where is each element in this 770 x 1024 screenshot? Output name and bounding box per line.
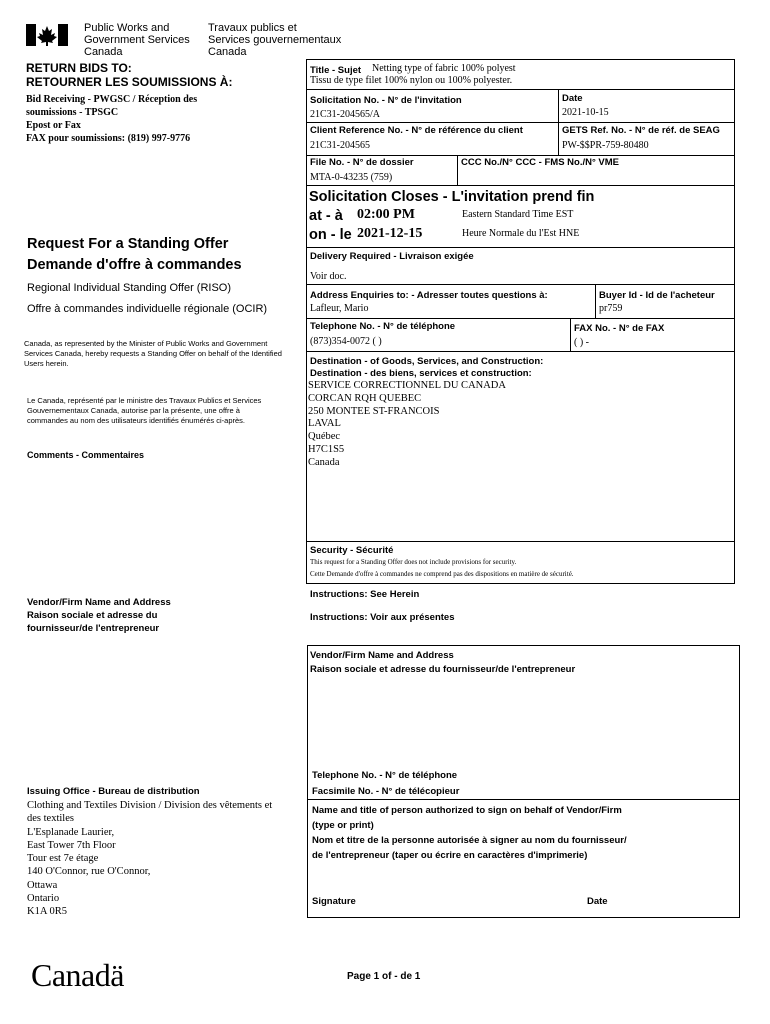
telephone-label: Telephone No. - N° de téléphone [310, 321, 456, 332]
request-title-fr: Demande d'offre à commandes [27, 257, 242, 273]
title-value-line2: Tissu de type filet 100% nylon ou 100% polyester. [310, 75, 513, 86]
canada-flag-icon [26, 24, 68, 46]
closing-time: 02:00 PM [357, 207, 415, 222]
file-number-label: File No. - N° de dossier [310, 157, 414, 168]
title-label: Title - Sujet [310, 65, 362, 76]
solicitation-closes-title: Solicitation Closes - L'invitation prend fin [309, 189, 595, 205]
ccc-number-label: CCC No./N° CCC - FMS No./N° VME [461, 157, 620, 168]
return-bids-title-fr: RETOURNER LES SOUMISSIONS À: [26, 75, 233, 89]
request-subtitle-en: Regional Individual Standing Offer (RISO) [27, 282, 232, 294]
closes-on-label: on - le [309, 227, 352, 243]
instructions-fr: Instructions: Voir aux présentes [310, 612, 455, 623]
issuing-office-label: Issuing Office - Bureau de distribution [27, 786, 200, 797]
signature-date-label: Date [587, 896, 608, 907]
security-text-fr: Cette Demande d'offre à commandes ne comprend pas des dispositions en matière de sécurité. [310, 570, 574, 578]
security-text-en: This request for a Standing Offer does not include provisions for security. [310, 558, 517, 566]
closes-at-label: at - à [309, 208, 343, 224]
enquiries-label: Address Enquiries to: - Adresser toutes questions à: [310, 290, 548, 301]
request-subtitle-fr: Offre à commandes individuelle régionale (OCIR) [27, 303, 268, 315]
department-name-fr: Travaux publics et Services gouvernementaux Canada [208, 22, 342, 58]
signature-label: Signature [312, 896, 356, 907]
vendor-telephone-label: Telephone No. - N° de téléphone [312, 770, 458, 781]
solicitation-label: Solicitation No. - N° de l'invitation [310, 95, 462, 106]
fax-label: FAX No. - N° de FAX [574, 323, 665, 334]
request-paragraph-en: Canada, as represented by the Minister of Public Works and Government Services Canada, hereby requests a Standing Offer on behalf of the Identified Users herein. [24, 339, 282, 368]
closing-date: 2021-12-15 [357, 226, 423, 241]
date-value: 2021-10-15 [562, 107, 609, 118]
client-reference-value: 21C31-204565 [310, 140, 370, 151]
security-label: Security - Sécurité [310, 545, 394, 556]
page-number: Page 1 of - de 1 [347, 971, 421, 982]
canada-wordmark: Canadä [31, 957, 124, 993]
destination-label-fr: Destination - des biens, services et construction: [310, 368, 532, 379]
buyer-id-label: Buyer Id - Id de l'acheteur [599, 290, 715, 301]
comments-label: Comments - Commentaires [27, 450, 145, 460]
gets-reference-label: GETS Ref. No. - N° de réf. de SEAG [562, 125, 720, 136]
file-number-value: MTA-0-43235 (759) [310, 172, 393, 183]
return-bids-address: Bid Receiving - PWGSC / Réception des soumissions - TPSGC Epost or Fax FAX pour soumissions: (819) 997-9776 [26, 94, 198, 144]
client-reference-label: Client Reference No. - N° de référence du client [310, 125, 523, 136]
buyer-id-value: pr759 [599, 303, 623, 314]
gets-reference-value: PW-$$PR-759-80480 [562, 140, 649, 151]
request-title-en: Request For a Standing Offer [27, 236, 229, 252]
instructions-en: Instructions: See Herein [310, 589, 420, 600]
date-label: Date [562, 93, 583, 104]
delivery-label: Delivery Required - Livraison exigée [310, 251, 474, 262]
destination-address: SERVICE CORRECTIONNEL DU CANADA CORCAN RQH QUEBEC 250 MONTEE ST-FRANCOIS LAVAL Québec H7C1S5 Canada [308, 380, 506, 468]
solicitation-value: 21C31-204565/A [310, 109, 380, 120]
vendor-label-left: Vendor/Firm Name and Address Raison sociale et adresse du fournisseur/de l'entrepreneur [27, 597, 171, 634]
request-paragraph-fr: Le Canada, représenté par le ministre des Travaux Publics et Services Gouvernementaux Canada, autorise par la présente, une offre à commandes au nom des utilisateurs identifiés énumérés ci-après. [27, 396, 262, 425]
authorized-signatory-label: Name and title of person authorized to sign on behalf of Vendor/Firm (type or print) Nom et titre de la personne autorisée à signer au nom du fournisseur/ de l'entrepreneur (taper ou écrire en caractères d'imprimerie) [312, 805, 627, 861]
telephone-value: (873)354-0072 ( ) [310, 336, 382, 347]
department-name-en: Public Works and Government Services Canada [84, 22, 190, 58]
enquiries-value: Lafleur, Mario [310, 303, 369, 314]
destination-label-en: Destination - of Goods, Services, and Construction: [310, 356, 544, 367]
return-bids-title-en: RETURN BIDS TO: [26, 61, 132, 75]
fax-value: ( ) - [574, 337, 589, 348]
vendor-box-label-en: Vendor/Firm Name and Address [310, 650, 454, 661]
vendor-name-address-field[interactable] [309, 678, 738, 766]
delivery-value: Voir doc. [310, 271, 347, 282]
issuing-office-address: Clothing and Textiles Division / Division des vêtements et des textiles L'Esplanade Laurier, East Tower 7th Floor Tour est 7e étage 140 O'Connor, rue O'Connor, Ottawa Ontario K1A 0R5 [27, 800, 273, 918]
vendor-box-label-fr: Raison sociale et adresse du fournisseur/de l'entrepreneur [310, 664, 576, 675]
timezone-en: Eastern Standard Time EST [462, 209, 574, 220]
title-value-line1: Netting type of fabric 100% polyest [372, 63, 516, 74]
authorized-signatory-field[interactable] [309, 864, 738, 890]
timezone-fr: Heure Normale du l'Est HNE [462, 228, 580, 239]
vendor-fax-label: Facsimile No. - N° de télécopieur [312, 786, 460, 797]
